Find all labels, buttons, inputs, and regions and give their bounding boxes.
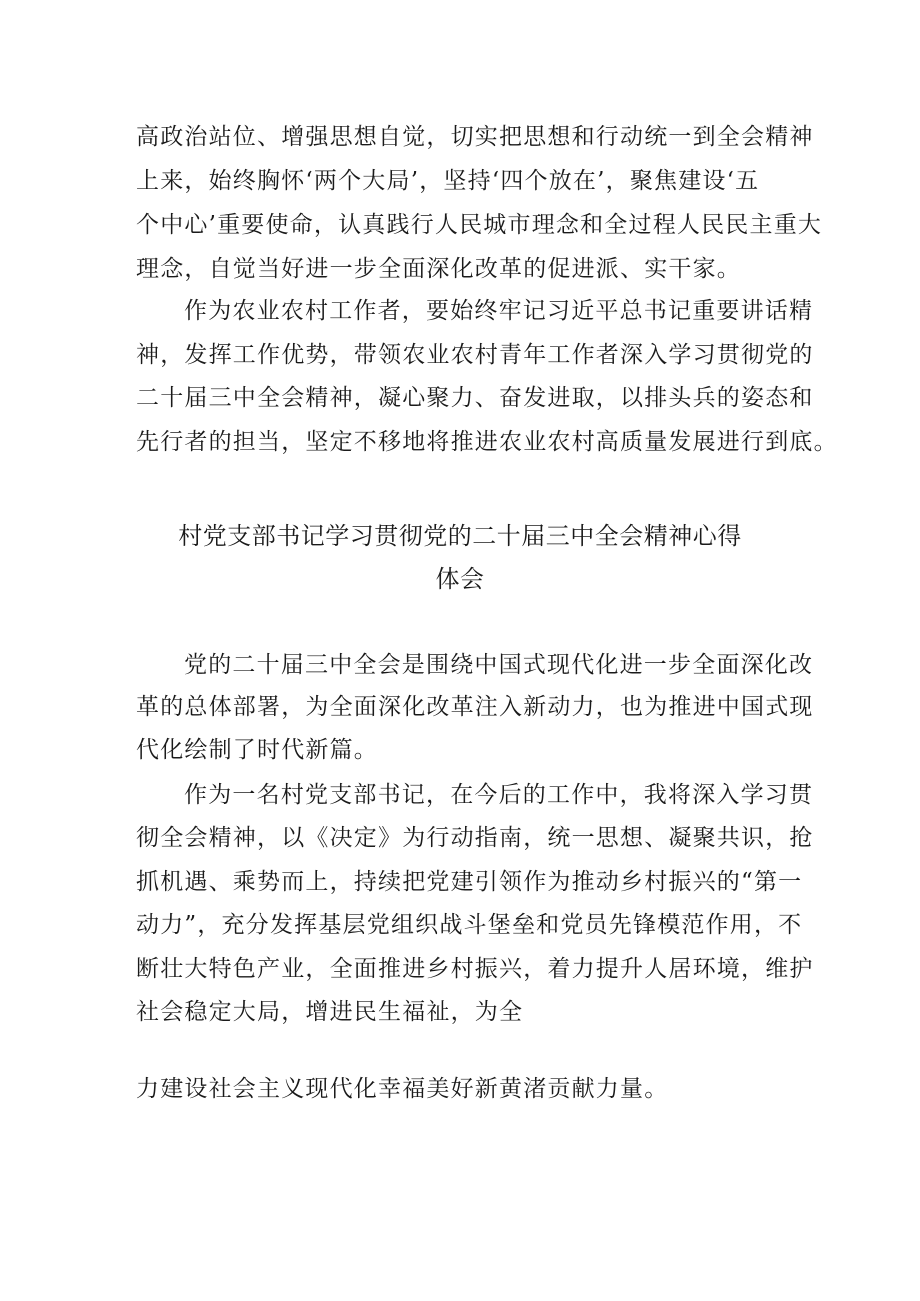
paragraph-line: 作为一名村党支部书记，在今后的工作中，我将深入学习贯 xyxy=(184,782,814,808)
article-title-continued: 体会 xyxy=(435,565,485,593)
paragraph-line: 二十届三中全会精神，凝心聚力、奋发进取，以排头兵的姿态和 xyxy=(136,385,814,411)
paragraph-line: 代化绘制了时代新篇。 xyxy=(136,737,378,763)
paragraph-line: 党的二十届三中全会是围绕中国式现代化进一步全面深化改 xyxy=(184,652,814,678)
paragraph-line: 力建设社会主义现代化幸福美好新黄渚贡献力量。 xyxy=(136,1076,669,1102)
paragraph-line: 动力”，充分发挥基层党组织战斗堡垒和党员先锋模范作用，不 xyxy=(136,912,803,938)
paragraph-line: 先行者的担当，坚定不移地将推进农业农村高质量发展进行到底。 xyxy=(136,429,838,455)
paragraph-line: 个中心’重要使命，认真践行人民城市理念和全过程人民民主重大 xyxy=(136,212,823,238)
paragraph-line: 高政治站位、增强思想自觉，切实把思想和行动统一到全会精神 xyxy=(136,124,814,150)
paragraph-line: 彻全会精神，以《决定》为行动指南，统一思想、凝聚共识，抢 xyxy=(136,825,814,851)
paragraph-line: 抓机遇、乘势而上，持续把党建引领作为推动乡村振兴的“第一 xyxy=(136,869,803,895)
paragraph-line: 上来，始终胸怀‘两个大局’，坚持‘四个放在’，聚焦建设‘五 xyxy=(136,168,760,194)
paragraph-line: 断壮大特色产业，全面推进乡村振兴，着力提升人居环境，维护 xyxy=(136,956,814,982)
paragraph-line: 神，发挥工作优势，带领农业农村青年工作者深入学习贯彻党的 xyxy=(136,342,814,368)
paragraph-line: 作为农业农村工作者，要始终牢记习近平总书记重要讲话精 xyxy=(184,298,814,324)
paragraph-line: 社会稳定大局，增进民生福祉，为全 xyxy=(136,999,524,1025)
paragraph-line: 理念，自觉当好进一步全面深化改革的促进派、实干家。 xyxy=(136,256,741,282)
article-title: 村党支部书记学习贯彻党的二十届三中全会精神心得 xyxy=(178,522,742,550)
paragraph-line: 革的总体部署，为全面深化改革注入新动力，也为推进中国式现 xyxy=(136,694,814,720)
